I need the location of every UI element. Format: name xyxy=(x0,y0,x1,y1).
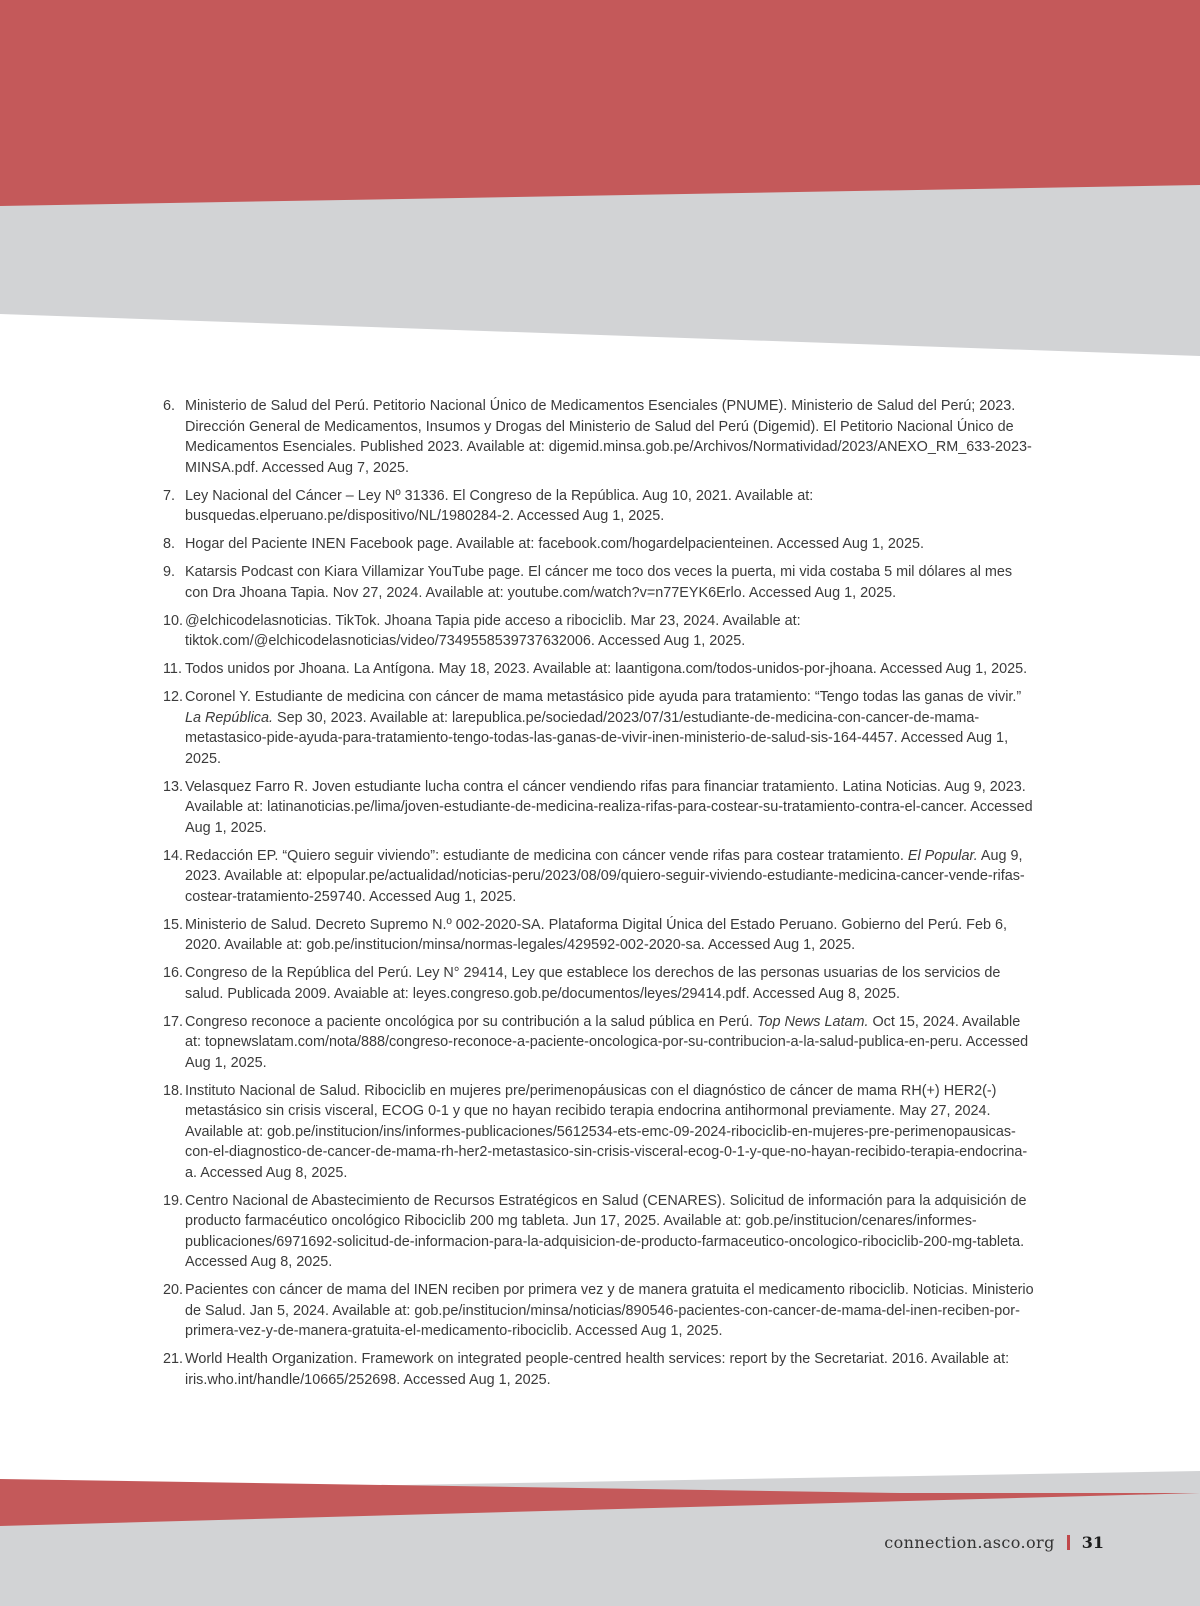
reference-list xyxy=(163,396,1038,1398)
reference-number: 12. xyxy=(163,689,184,705)
reference-item xyxy=(163,534,1038,555)
reference-item xyxy=(163,1081,1038,1184)
reference-text: Pacientes con cáncer de mama del INEN reciben por primera vez y de manera gratuita el medicamento ribociclib. Noticias. Ministerio de Salud. Jan 5, 2024. Available at: gob.pe/institucion/minsa/noticias/890546-pacientes-con-cancer-de-mama-del-inen-reciben-por-primera-vez-y-de-manera-gratuita-el-medicamento-ribociclib. Accessed Aug 1, 2025. xyxy=(185,1282,1034,1339)
reference-number: 7. xyxy=(163,487,176,504)
reference-number: 17. xyxy=(163,1013,184,1030)
reference-text: Katarsis Podcast con Kiara Villamizar YouTube page. El cáncer me toco dos veces la puerta, mi vida costaba 5 mil dólares al mes con Dra Jhoana Tapia. Nov 27, 2024. Available at: youtube.com/watch?v=n77EYK6Erlo. Accessed Aug 1, 2025. xyxy=(185,564,1013,601)
reference-text xyxy=(185,1014,1028,1071)
reference-item xyxy=(163,687,1038,769)
footer-separator xyxy=(1067,1535,1070,1550)
reference-text: Instituto Nacional de Salud. Ribociclib en mujeres pre/perimenopáusicas con el diagnóstico de cáncer de mama RH(+) HER2(-) metastásico sin crisis visceral, ECOG 0-1 y que no hayan recibido terapia endocrina antihormonal previamente. May 27, 2024. Available at: gob.pe/institucion/ins/informes-publicaciones/5612534-ets-emc-09-2024-ribociclib-en-mujeres-pre-perimenopausicas-con-el-diagnostico-de-cancer-de-mama-rh-her2-metastasico-sin-crisis-visceral-ecog-0-1-y-que-no-hayan-recibido-terapia-endocrina-a. Accessed Aug 8, 2025. xyxy=(185,1082,1028,1181)
reference-item xyxy=(163,659,1038,680)
reference-number: 16. xyxy=(163,965,184,981)
reference-number: 11. xyxy=(163,661,182,677)
reference-source-title: El Popular. xyxy=(907,847,978,864)
reference-text-part: Sep 30, 2023. Available at: larepublica.pe/sociedad/2023/07/31/estudiante-de-medicina-con-cancer-de-mama-metastasico-pide-ayuda-para-tratamiento-tengo-todas-las-ganas-de-vivir-inen-ministerio-de-salud-sis-164-4457. Accessed Aug 1, 2025. xyxy=(185,709,1009,767)
reference-number: 21. xyxy=(163,1351,184,1367)
reference-item xyxy=(163,1012,1038,1074)
reference-text xyxy=(185,689,1021,767)
top-red-band xyxy=(0,0,1200,206)
reference-text-part: Oct 15, 2024. Available at: topnewslatam.com/nota/888/congreso-reconoce-a-paciente-oncologica-por-su-contribucion-a-la-salud-publica-en-peru. Accessed Aug 1, 2025. xyxy=(185,1013,1029,1071)
reference-item xyxy=(163,915,1038,956)
reference-item xyxy=(163,486,1038,527)
page-number: 31 xyxy=(1081,1533,1104,1552)
reference-item xyxy=(163,963,1038,1004)
reference-text: Todos unidos por Jhoana. La Antígona. May 18, 2023. Available at: laantigona.com/todos-unidos-por-jhoana. Accessed Aug 1, 2025. xyxy=(185,661,1028,677)
reference-text-part: Redacción EP. “Quiero seguir viviendo”: estudiante de medicina con cáncer vende rifas para costear tratamiento. xyxy=(185,847,908,864)
reference-text-part: Congreso reconoce a paciente oncológica por su contribución a la salud pública en Perú. xyxy=(185,1013,757,1030)
reference-number: 18. xyxy=(163,1082,184,1099)
reference-text-part: Aug 9, 2023. Available at: elpopular.pe/actualidad/noticias-peru/2023/08/09/quiero-seguir-viviendo-estudiante-medicina-cancer-vende-rifas-costear-tratamiento-259740. Accessed Aug 1, 2025. xyxy=(185,847,1025,905)
reference-number: 13. xyxy=(163,778,184,795)
reference-item xyxy=(163,611,1038,652)
reference-item xyxy=(163,562,1038,603)
reference-item xyxy=(163,396,1038,478)
reference-text: Velasquez Farro R. Joven estudiante lucha contra el cáncer vendiendo rifas para financiar tratamiento. Latina Noticias. Aug 9, 2023. Available at: latinanoticias.pe/lima/joven-estudiante-de-medicina-realiza-rifas-para-costear-su-tratamiento-contra-el-cancer. Accessed Aug 1, 2025. xyxy=(185,778,1033,836)
reference-text: Hogar del Paciente INEN Facebook page. Available at: facebook.com/hogardelpacienteinen. Accessed Aug 1, 2025. xyxy=(185,536,924,552)
reference-text xyxy=(185,848,1025,905)
reference-text: Congreso de la República del Perú. Ley N° 29414, Ley que establece los derechos de las personas usuarias de los servicios de salud. Publicada 2009. Avaiable at: leyes.congreso.gob.pe/documentos/leyes/29414.pdf. Accessed Aug 8, 2025. xyxy=(185,965,1001,1002)
page-footer xyxy=(884,1533,1104,1552)
reference-item xyxy=(163,1349,1038,1390)
reference-number: 20. xyxy=(163,1282,184,1298)
reference-number: 19. xyxy=(163,1192,184,1209)
reference-item xyxy=(163,846,1038,908)
reference-item xyxy=(163,1191,1038,1273)
reference-text: @elchicodelasnoticias. TikTok. Jhoana Tapia pide acceso a ribociclib. Mar 23, 2024. Available at: tiktok.com/@elchicodelasnoticias/video/7349558539737632006. Accessed Aug 1, 2025. xyxy=(185,612,801,649)
reference-item xyxy=(163,1280,1038,1342)
reference-text: Centro Nacional de Abastecimiento de Recursos Estratégicos en Salud (CENARES). Solicitud de información para la adquisición de producto farmacéutico oncológico Ribociclib 200 mg tableta. Jun 17, 2025. Available at: gob.pe/institucion/cenares/informes-publicaciones/6971692-solicitud-de-informacion-para-la-adquisicion-de-producto-farmaceutico-oncologico-ribociclib-200-mg-tableta. Accessed Aug 8, 2025. xyxy=(185,1192,1027,1270)
reference-text: World Health Organization. Framework on integrated people-centred health services: report by the Secretariat. 2016. Available at: iris.who.int/handle/10665/252698. Accessed Aug 1, 2025. xyxy=(185,1351,1010,1388)
reference-source-title: La República. xyxy=(185,709,274,726)
reference-text: Ministerio de Salud del Perú. Petitorio Nacional Único de Medicamentos Esenciales (PNUME). Ministerio de Salud del Perú; 2023. Dirección General de Medicamentos, Insumos y Drogas del Ministerio de Salud del Perú (Digemid). El Petitorio Nacional Único de Medicamentos Esenciales. Published 2023. Available at: digemid.minsa.gob.pe/Archivos/Normatividad/2023/ANEXO_RM_633-2023-MINSA.pdf. Accessed Aug 7, 2025. xyxy=(185,398,1032,476)
reference-number: 10. xyxy=(163,612,184,629)
reference-item xyxy=(163,777,1038,839)
reference-number: 9. xyxy=(163,564,176,580)
reference-number: 15. xyxy=(163,916,184,933)
reference-number: 6. xyxy=(163,398,176,414)
reference-source-title: Top News Latam. xyxy=(757,1013,869,1030)
reference-number: 8. xyxy=(163,536,176,552)
reference-text: Ley Nacional del Cáncer – Ley Nº 31336. El Congreso de la República. Aug 10, 2021. Available at: busquedas.elperuano.pe/dispositivo/NL/1980284-2. Accessed Aug 1, 2025. xyxy=(185,487,814,524)
reference-text: Ministerio de Salud. Decreto Supremo N.º 002-2020-SA. Plataforma Digital Única del Estado Peruano. Gobierno del Perú. Feb 6, 2020. Available at: gob.pe/institucion/minsa/normas-legales/429592-002-2020-sa. Accessed Aug 1, 2025. xyxy=(185,916,1007,953)
reference-text-part: Coronel Y. Estudiante de medicina con cáncer de mama metastásico pide ayuda para tratamiento: “Tengo todas las ganas de vivir.” xyxy=(185,689,1022,705)
reference-number: 14. xyxy=(163,847,184,864)
footer-site-url: connection.asco.org xyxy=(884,1533,1055,1552)
